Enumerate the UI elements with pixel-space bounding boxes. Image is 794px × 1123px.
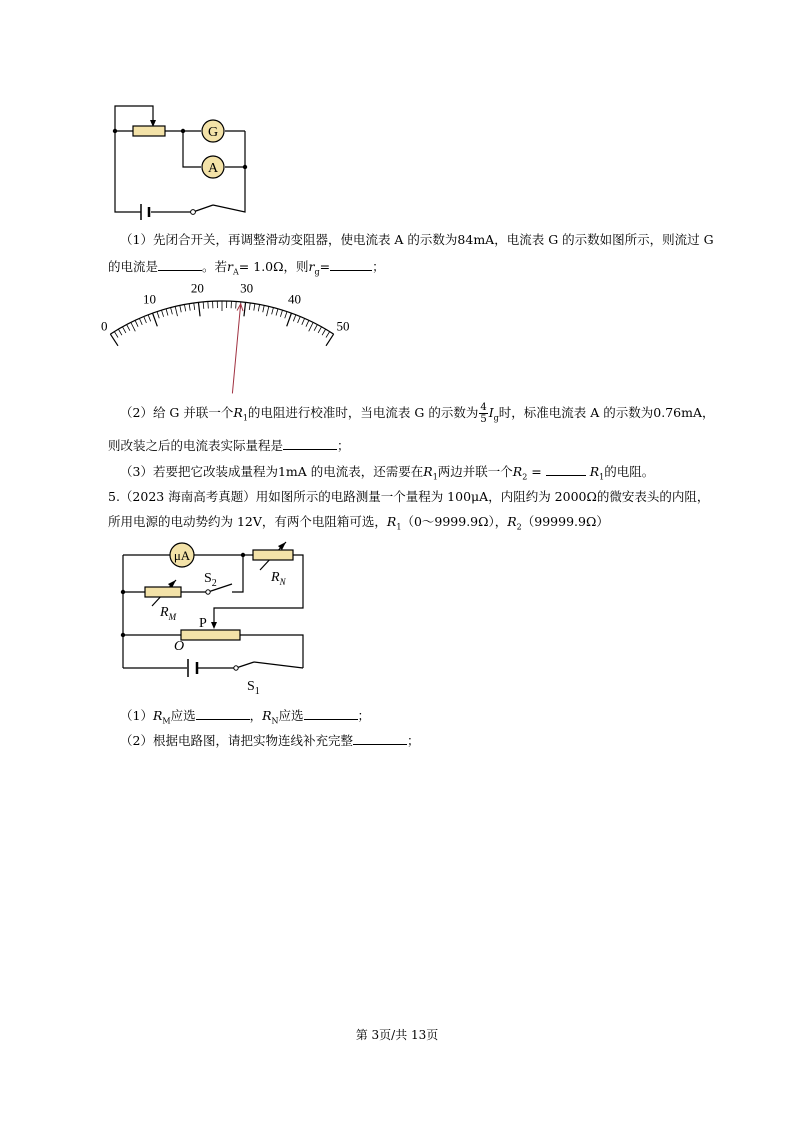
dial-tick (254, 304, 255, 311)
dial-tick (148, 315, 151, 322)
dial-tick (180, 305, 181, 312)
dial-tick (122, 327, 125, 333)
dial-tick (175, 306, 177, 316)
dial-tick-label: 10 (143, 291, 157, 307)
q2-line-1: （2）给 G 并联一个$R_1$的电阻进行校准时，当电流表 G 的示数为 $\frac{4}{5}$ $I_g$时，标准电流表 A 的示数为0.76mA， (120, 402, 715, 425)
dial-tick (298, 317, 301, 323)
dial-tick (322, 329, 326, 335)
dial-tick (131, 322, 135, 331)
microammeter-label: μA (173, 548, 191, 563)
dial-tick (306, 320, 309, 326)
dial-tick (267, 306, 269, 316)
dial-tick (166, 309, 168, 316)
q3-line: （3）若要把它改装成量程为1mA 的电流表，还需要在$R_1$两边并联一个$R_2 = R_1$的电阻。 (120, 464, 655, 482)
p-label: P (199, 616, 207, 631)
p5-q2-line: （2）根据电路图，请把实物连线补充完整 ； (120, 733, 420, 748)
answer-blank-rg[interactable] (330, 258, 372, 271)
dial-tick (276, 309, 278, 316)
ammeter-label: A (207, 161, 219, 176)
rm-label: $R_M$ (160, 605, 177, 622)
answer-blank-r2[interactable] (546, 463, 586, 476)
dial-tick (135, 320, 138, 326)
galvanometer-dial (100, 278, 350, 378)
p5-line-2: 所用电源的电动势约为 12V，有两个电阻箱可选，$R_1(0\sim 9999.9\Omega)$，$R_2(99999.9\Omega)$ (108, 514, 609, 532)
answer-blank-rn[interactable] (304, 707, 358, 720)
dial-tick (263, 305, 264, 312)
galvanometer-label: G (207, 125, 219, 140)
p5-q1-line: $(1)R_M$应选 ，$R_N$应选 ； (120, 708, 371, 726)
rn-label: $R_N$ (271, 570, 286, 587)
dial-tick (127, 325, 130, 331)
dial-tick (139, 318, 142, 324)
answer-blank-wiring[interactable] (353, 732, 407, 745)
answer-blank-rm[interactable] (196, 707, 250, 720)
dial-tick (198, 302, 200, 316)
dial-tick-label: 20 (190, 280, 204, 296)
dial-tick (157, 312, 159, 319)
dial-tick-label: 50 (336, 318, 350, 334)
dial-tick (162, 310, 164, 317)
circuit-1-diagram (105, 100, 255, 218)
dial-tick (302, 318, 305, 324)
dial-tick (194, 303, 195, 310)
q2-line-2: 则改装之后的电流表实际量程是 ； (108, 438, 350, 453)
dial-tick (189, 304, 190, 311)
circuit-2-diagram (110, 540, 315, 700)
dial-tick (203, 302, 204, 309)
dial-tick-label: 0 (100, 318, 108, 334)
dial-tick (309, 322, 313, 331)
dial-tick (114, 332, 118, 338)
dial-tick (314, 325, 317, 331)
dial-tick (272, 308, 274, 315)
dial-tick (258, 304, 259, 311)
o-label: O (174, 639, 185, 654)
dial-tick (184, 304, 185, 311)
q1-line-2: 的电流是 。若$r_A= 1.0\Omega$，则$r_g=$ ； (108, 259, 385, 277)
dial-tick (287, 313, 292, 326)
dial-tick (171, 308, 173, 315)
dial-tick (244, 302, 246, 316)
q1-line-1: （1）先闭合开关，再调整滑动变阻器，使电流表 A 的示数为84mA，电流表 G 的示数如图所示，则流过 G (120, 232, 714, 247)
page-number: 第 3页/共 13页 (355, 1028, 439, 1042)
dial-tick (285, 312, 287, 319)
s1-label: $S_1$ (247, 679, 260, 697)
dial-tick-label: 30 (240, 280, 254, 296)
dial-tick (153, 313, 158, 326)
dial-tick (293, 315, 296, 322)
dial-pointer (232, 304, 240, 394)
answer-blank-current-g[interactable] (158, 258, 202, 271)
dial-tick (318, 327, 321, 333)
dial-tick (118, 329, 122, 335)
s2-label: $S_2$ (204, 571, 217, 589)
answer-blank-range[interactable] (283, 437, 337, 450)
dial-tick (249, 303, 250, 310)
dial-tick (144, 317, 147, 323)
dial-tick (280, 310, 282, 317)
fraction-four-fifths: $\frac{4}{5}$ (480, 402, 487, 425)
dial-tick-label: 40 (287, 291, 301, 307)
dial-tick (326, 332, 330, 338)
p5-line-1: 5.（2023 海南高考真题）用如图所示的电路测量一个量程为 100μA，内阻约为 2000Ω的微安表头的内阻， (108, 489, 710, 504)
